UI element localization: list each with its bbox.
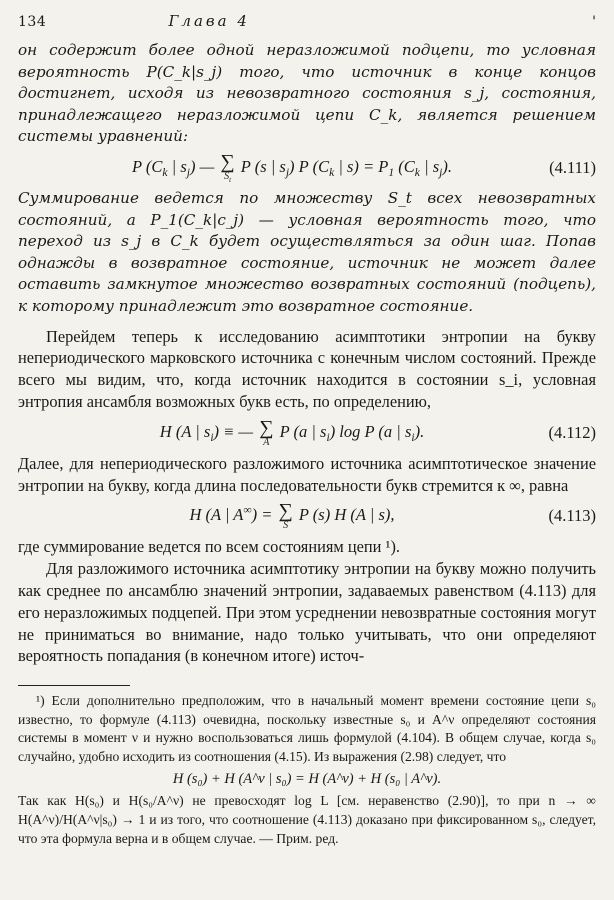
equation-body: P ($C_k$ | $s_j$) — ∑ $S_t$ P (s | $s_j$) P ($C_k$ | $s) = P_1$ ($C_k$ | $s_j$). <box>132 150 452 184</box>
paragraph-5: где суммирование ведется по всем состояниям цепи ¹). <box>18 537 401 557</box>
equation-4-112 <box>18 413 596 453</box>
footnote-text-2: Так как H(s₀) и H(s₀/A^ν) не превосходят log L [см. неравенство (2.90)], то при n → ∞ H(A^ν)/H(A^ν|s₀) → 1 и из того, что соотношение (4.113) доказано при фиксированном s₀, следует, что эта формула верна и в общем случае. — Прим. ред. <box>18 793 596 846</box>
paragraph-3: Перейдем теперь к исследованию асимптотики энтропии на букву непериодического марковского источника с конечным числом состояний. Прежде всего мы видим, что, когда источник находится в состоянии s_i, условная энтропия ансамбля возможных букв есть, по определению, <box>18 326 596 411</box>
equation-body: H (A | $s_i$) ≡ — ∑ A P (a | $s_i$) log P (a | $s_i$). <box>159 416 425 448</box>
sum-operator: ∑ A <box>259 416 274 448</box>
page-header <box>18 12 596 40</box>
footnote-text-1: ¹) Если дополнительно предположим, что в начальный момент времени состояние цепи s₀ известно, то формуле (4.113) очевидна, поскольку известные s₀ и A^ν определяют состояния системы в момент ν и нужно воспользоваться лишь формулой (4.104). В общем случае, когда s₀ случайно, удобно исходить из соотношения (4.15). Из выражения (2.98) следует, что <box>18 693 596 764</box>
paragraph-4: Далее, для непериодического разложимого источника асимптотическое значение энтропии на букву, когда длина последовательности букв стремится к ∞, равна <box>18 453 596 495</box>
paragraph-italic-1: он содержит более одной неразложимой подцепи, то условная вероятность P(C_k|s_j) того, что источник в конце концов достигнет, исходя из невозвратного состояния s_j, состояния, принадлежащего неразложимой цепи C_k, является решением системы уравнений: <box>18 41 596 146</box>
page-number: 134 <box>18 14 47 30</box>
chapter-title: Глава 4 <box>168 12 250 30</box>
book-page <box>18 12 596 848</box>
corner-mark: ' <box>592 14 596 30</box>
equation-number: (4.113) <box>548 506 596 526</box>
equation-body: H (A | A∞) = ∑ S P (s) H (A | s), <box>189 500 395 532</box>
paragraph-italic-2: Суммирование ведется по множеству S_t всех невозвратных состояний, а P_1(C_k|c_j) — условная вероятность того, что переход из s_j в C_k будет осуществляться за один шаг. Попав однажды в возвратное состояние, источник не может далее оставить замкнутое множество возвратных состояний (подцепь), к которому принадлежит это возвратное состояние. <box>18 188 596 315</box>
equation-number: (4.111) <box>549 157 596 177</box>
sum-operator: ∑ S <box>278 500 293 532</box>
equation-4-111 <box>18 148 596 188</box>
equation-4-113 <box>18 496 596 536</box>
sum-operator: ∑ $S_t$ <box>220 150 235 184</box>
footnote-rule <box>18 685 130 686</box>
paragraph-6: Для разложимого источника асимптотику энтропии на букву можно получить как среднее по ансамблю значений энтропии, задаваемых равенством (4.113) для его неразложимых подцепей. При этом усреднении невозвратные состояния могут не приниматься во внимание, надо только учитывать, что они определяют вероятность попадания (в конечном итоге) источ- <box>18 559 596 666</box>
equation-number: (4.112) <box>548 422 596 442</box>
footnote-equation: H (s₀) + H (A^ν | s₀) = H (A^ν) + H (s₀ | A^ν). <box>172 771 442 788</box>
